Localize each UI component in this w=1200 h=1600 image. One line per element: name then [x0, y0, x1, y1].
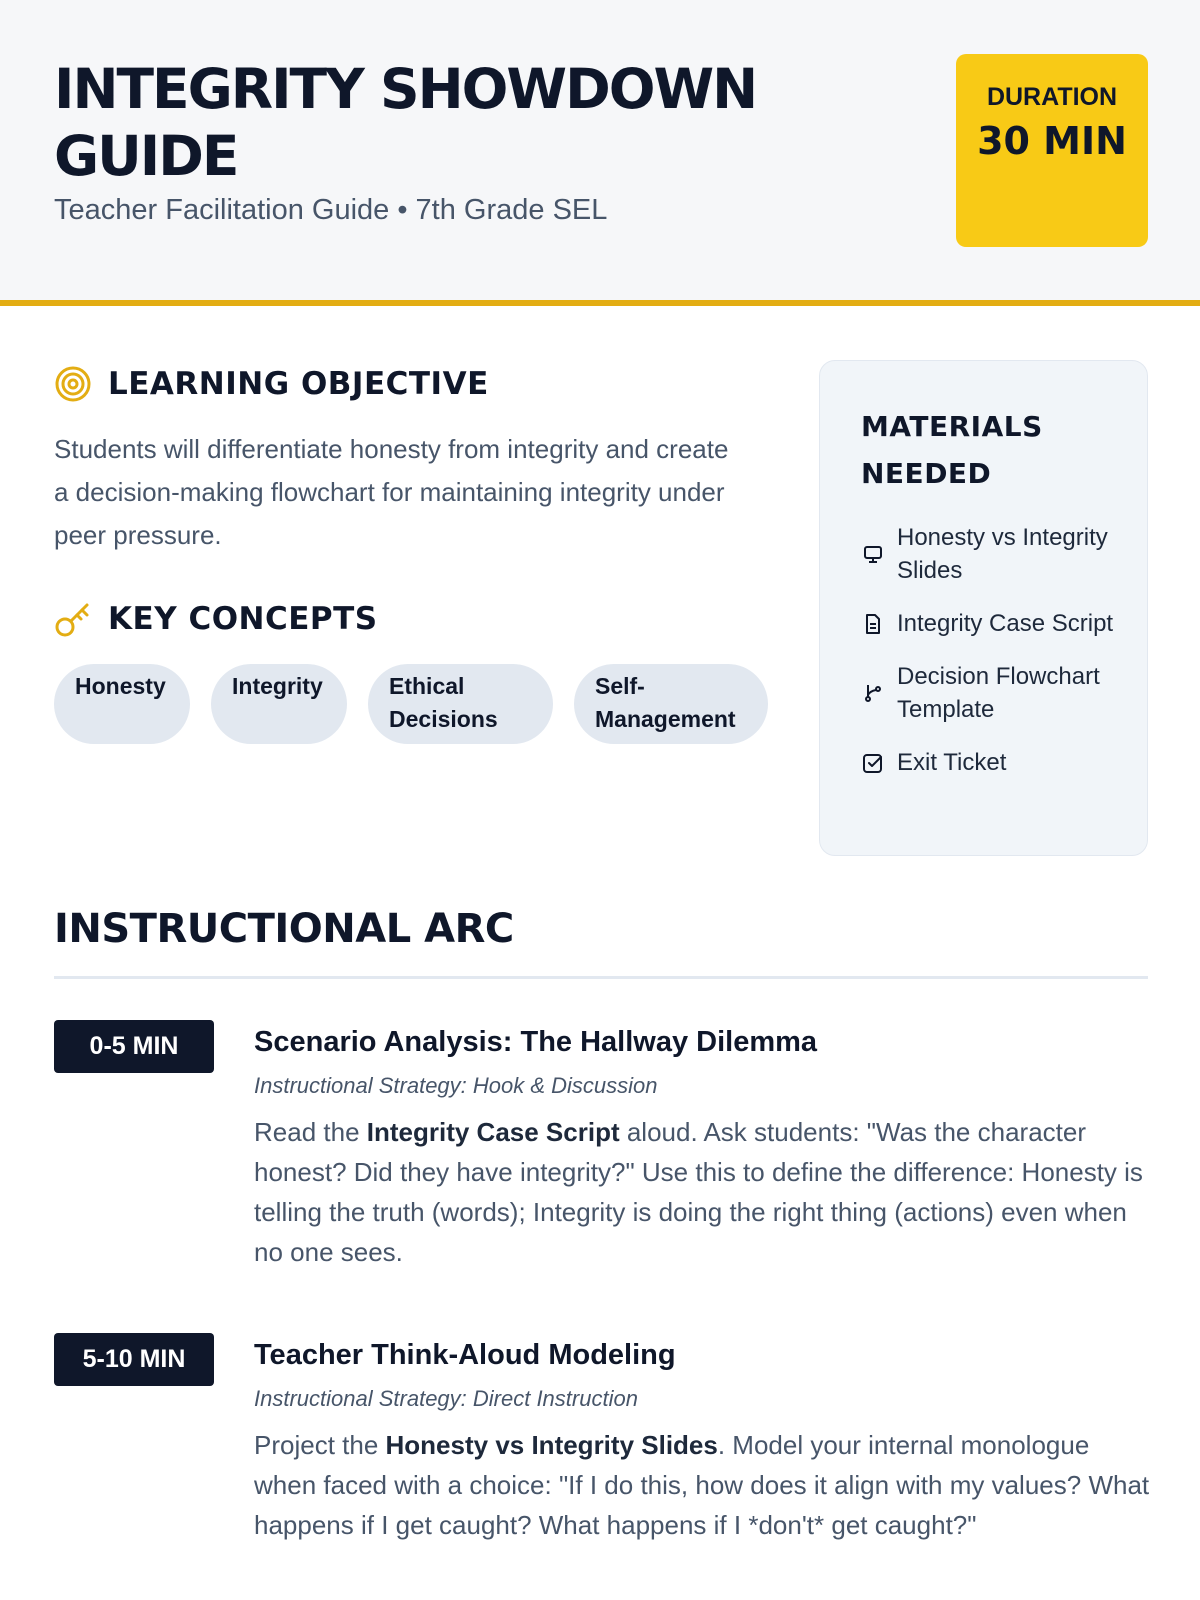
step-material-ref: Integrity Case Script — [366, 1117, 620, 1147]
key-icon — [54, 600, 92, 638]
materials-item — [861, 746, 1131, 779]
concept-chip-label: Integrity — [232, 673, 323, 699]
materials-item — [861, 660, 1131, 726]
arc-divider — [54, 976, 1148, 979]
materials-item-label: Honesty vs Integrity Slides — [897, 524, 1108, 584]
duration-card — [956, 54, 1148, 247]
concept-chip-label: Ethical Decisions — [389, 673, 498, 732]
step-title: Scenario Analysis: The Hallway Dilemma — [254, 1026, 818, 1058]
concepts-heading-text: KEY CONCEPTS — [108, 601, 378, 637]
page-title: INTEGRITY SHOWDOWN GUIDE — [54, 57, 757, 188]
document-icon — [861, 612, 885, 636]
concept-chip — [574, 664, 768, 744]
duration-label: DURATION — [986, 83, 1118, 111]
materials-item — [861, 607, 1131, 640]
objective-text: Students will differentiate honesty from integrity and create a decision-making flowchart for maintaining integrity under peer pressure. — [54, 434, 729, 550]
materials-item-label: Decision Flowchart Template — [897, 663, 1100, 723]
step-content — [254, 1020, 1154, 1272]
time-badge: 0-5 MIN — [54, 1020, 214, 1073]
step-body-text: aloud. Ask students: "Was the character honest? Did they have integrity?" Use this to define the difference: Honesty is telling the truth (words); Integrity is doing the right thing (actions) even when no one sees. — [254, 1117, 1143, 1267]
concept-chip-label: Honesty — [75, 673, 166, 699]
materials-heading: MATERIALS NEEDED — [861, 410, 1043, 490]
concept-chip-label: Self-Management — [595, 673, 736, 732]
concept-chips — [54, 664, 789, 744]
step-body-text: . Model your internal monologue when faced with a choice: "If I do this, how does it align with my values? What happens if I get caught? What happens if I *don't* get caught?" — [254, 1430, 1150, 1540]
materials-list — [861, 521, 1131, 799]
step-content — [254, 1333, 1154, 1545]
duration-value: 30 MIN — [977, 119, 1127, 163]
step-title: Teacher Think-Aloud Modeling — [254, 1339, 676, 1371]
materials-card — [819, 360, 1148, 856]
page-subtitle: Teacher Facilitation Guide • 7th Grade SEL — [54, 194, 608, 226]
objective-heading-text: LEARNING OBJECTIVE — [108, 366, 489, 402]
materials-item — [861, 521, 1131, 587]
monitor-icon — [861, 542, 885, 566]
concepts-heading — [54, 600, 378, 638]
step-body-text: Project the — [254, 1430, 386, 1460]
concept-chip — [368, 664, 553, 744]
objective-heading — [54, 365, 489, 403]
step-material-ref: Honesty vs Integrity Slides — [385, 1430, 718, 1460]
concept-chip — [54, 664, 190, 744]
time-badge: 5-10 MIN — [54, 1333, 214, 1386]
materials-item-label: Exit Ticket — [897, 749, 1007, 776]
target-icon — [54, 365, 92, 403]
page-header — [0, 0, 1200, 306]
step-strategy: Instructional Strategy: Hook & Discussion — [254, 1073, 658, 1098]
arc-heading: INSTRUCTIONAL ARC — [54, 906, 514, 952]
step-strategy: Instructional Strategy: Direct Instruction — [254, 1386, 638, 1411]
step-body — [254, 1112, 1154, 1272]
step-body — [254, 1425, 1154, 1545]
branch-icon — [861, 681, 885, 705]
step-body-text: Read the — [254, 1117, 367, 1147]
materials-item-label: Integrity Case Script — [897, 610, 1114, 637]
concept-chip — [211, 664, 347, 744]
checkbox-icon — [861, 751, 885, 775]
